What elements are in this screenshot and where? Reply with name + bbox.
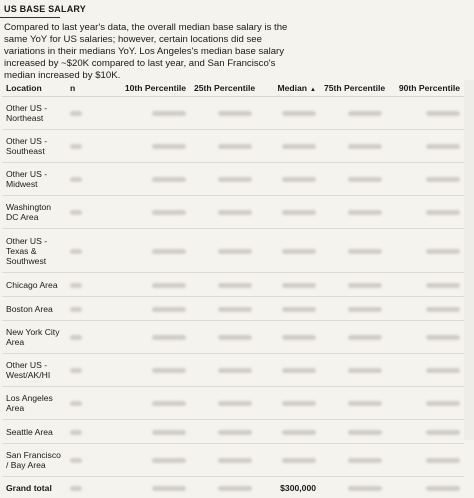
redacted-value — [70, 144, 82, 149]
redacted-value — [70, 486, 82, 491]
redacted-value — [348, 401, 382, 406]
cell-p25-redacted — [190, 420, 256, 444]
cell-p90-redacted — [386, 321, 464, 354]
redacted-value — [426, 144, 460, 149]
cell-p75-redacted — [320, 387, 386, 420]
redacted-value — [152, 283, 186, 288]
sort-ascending-icon[interactable]: ▲ — [310, 87, 316, 93]
redacted-value — [152, 249, 186, 254]
redacted-value — [348, 111, 382, 116]
cell-p10-redacted — [120, 196, 190, 229]
redacted-value — [348, 144, 382, 149]
redacted-value — [218, 335, 252, 340]
redacted-value — [426, 307, 460, 312]
cell-p10-redacted — [120, 229, 190, 273]
cell-median-redacted — [256, 387, 320, 420]
redacted-value — [70, 335, 82, 340]
cell-p10-redacted — [120, 321, 190, 354]
title-underline — [0, 17, 60, 18]
redacted-value — [218, 144, 252, 149]
cell-p10-redacted — [120, 387, 190, 420]
grand-total-label: Grand total — [2, 477, 66, 498]
cell-p10-redacted — [120, 444, 190, 477]
cell-p90-redacted — [386, 297, 464, 321]
cell-p75-redacted — [320, 321, 386, 354]
table-row — [2, 196, 464, 229]
cell-p10-redacted — [120, 420, 190, 444]
cell-n-redacted — [66, 354, 120, 387]
section-title: US BASE SALARY — [4, 4, 86, 14]
cell-p75-redacted — [320, 420, 386, 444]
redacted-value — [218, 486, 252, 491]
salary-table — [2, 80, 464, 498]
redacted-value — [282, 307, 316, 312]
redacted-value — [348, 458, 382, 463]
redacted-value — [426, 177, 460, 182]
cell-n-redacted — [66, 444, 120, 477]
redacted-value — [348, 307, 382, 312]
redacted-value — [152, 210, 186, 215]
cell-location: Other US - Midwest — [2, 163, 66, 196]
col-header-location[interactable]: Location — [2, 80, 66, 97]
redacted-value — [218, 307, 252, 312]
cell-n-redacted — [66, 321, 120, 354]
cell-median-redacted — [256, 97, 320, 130]
cell-p75-redacted — [320, 273, 386, 297]
col-header-n[interactable]: n — [66, 80, 120, 97]
table-row — [2, 297, 464, 321]
cell-location: Other US - West/AK/HI — [2, 354, 66, 387]
redacted-value — [218, 210, 252, 215]
redacted-value — [218, 283, 252, 288]
cell-n-redacted — [66, 196, 120, 229]
redacted-value — [152, 486, 186, 491]
redacted-value — [152, 368, 186, 373]
redacted-value — [348, 249, 382, 254]
redacted-value — [348, 210, 382, 215]
cell-p90-redacted — [386, 130, 464, 163]
cell-p10-redacted — [120, 130, 190, 163]
cell-median-redacted — [256, 196, 320, 229]
cell-median-redacted — [256, 163, 320, 196]
redacted-value — [152, 177, 186, 182]
cell-median-redacted — [256, 273, 320, 297]
redacted-value — [282, 177, 316, 182]
cell-location: Washington DC Area — [2, 196, 66, 229]
cell-p90-redacted — [386, 420, 464, 444]
grand-total-p90-redacted — [386, 477, 464, 498]
redacted-value — [282, 111, 316, 116]
redacted-value — [348, 430, 382, 435]
redacted-value — [70, 458, 82, 463]
cell-p25-redacted — [190, 229, 256, 273]
cell-p75-redacted — [320, 297, 386, 321]
cell-p75-redacted — [320, 196, 386, 229]
table-row — [2, 130, 464, 163]
cell-p75-redacted — [320, 444, 386, 477]
cell-p10-redacted — [120, 354, 190, 387]
redacted-value — [426, 401, 460, 406]
redacted-value — [152, 401, 186, 406]
cell-p90-redacted — [386, 97, 464, 130]
grand-total-p75-redacted — [320, 477, 386, 498]
cell-median-redacted — [256, 420, 320, 444]
cell-location: Boston Area — [2, 297, 66, 321]
cell-location: Chicago Area — [2, 273, 66, 297]
cell-n-redacted — [66, 97, 120, 130]
cell-n-redacted — [66, 297, 120, 321]
redacted-value — [218, 368, 252, 373]
redacted-value — [282, 249, 316, 254]
cell-median-redacted — [256, 354, 320, 387]
cell-p10-redacted — [120, 97, 190, 130]
cell-median-redacted — [256, 297, 320, 321]
redacted-value — [282, 368, 316, 373]
cell-p10-redacted — [120, 163, 190, 196]
redacted-value — [282, 210, 316, 215]
cell-median-redacted — [256, 130, 320, 163]
col-header-p75[interactable]: 75th Percentile — [320, 80, 386, 97]
redacted-value — [152, 307, 186, 312]
redacted-value — [426, 283, 460, 288]
redacted-value — [348, 486, 382, 491]
cell-n-redacted — [66, 130, 120, 163]
redacted-value — [70, 177, 82, 182]
redacted-value — [282, 144, 316, 149]
cell-location: Other US - Texas & Southwest — [2, 229, 66, 273]
grand-total-n-redacted — [66, 477, 120, 498]
redacted-value — [70, 307, 82, 312]
redacted-value — [218, 430, 252, 435]
cell-location: New York City Area — [2, 321, 66, 354]
redacted-value — [426, 335, 460, 340]
cell-n-redacted — [66, 420, 120, 444]
redacted-value — [70, 430, 82, 435]
redacted-value — [348, 177, 382, 182]
cell-p25-redacted — [190, 354, 256, 387]
redacted-value — [282, 335, 316, 340]
cell-p90-redacted — [386, 273, 464, 297]
cell-p75-redacted — [320, 130, 386, 163]
grand-total-median: $300,000 — [256, 477, 320, 498]
cell-p75-redacted — [320, 229, 386, 273]
cell-p90-redacted — [386, 229, 464, 273]
cell-p25-redacted — [190, 297, 256, 321]
redacted-value — [218, 458, 252, 463]
col-header-median[interactable] — [256, 80, 320, 97]
grand-total-p10-redacted — [120, 477, 190, 498]
cell-p10-redacted — [120, 273, 190, 297]
cell-p25-redacted — [190, 163, 256, 196]
redacted-value — [152, 111, 186, 116]
redacted-value — [218, 111, 252, 116]
redacted-value — [70, 111, 82, 116]
cell-location: Other US - Southeast — [2, 130, 66, 163]
redacted-value — [282, 283, 316, 288]
redacted-value — [348, 283, 382, 288]
cell-location: Seattle Area — [2, 420, 66, 444]
cell-median-redacted — [256, 444, 320, 477]
table-row — [2, 354, 464, 387]
cell-n-redacted — [66, 273, 120, 297]
redacted-value — [426, 430, 460, 435]
redacted-value — [426, 210, 460, 215]
table-row — [2, 420, 464, 444]
cell-p25-redacted — [190, 321, 256, 354]
cell-n-redacted — [66, 229, 120, 273]
col-header-p90[interactable]: 90th Percentile — [386, 80, 464, 97]
cell-p25-redacted — [190, 273, 256, 297]
cell-location: San Francisco / Bay Area — [2, 444, 66, 477]
redacted-value — [426, 249, 460, 254]
redacted-value — [426, 458, 460, 463]
table-row — [2, 321, 464, 354]
cell-p75-redacted — [320, 163, 386, 196]
redacted-value — [152, 458, 186, 463]
redacted-value — [70, 283, 82, 288]
table-row — [2, 163, 464, 196]
redacted-value — [282, 401, 316, 406]
col-header-p25[interactable]: 25th Percentile — [190, 80, 256, 97]
redacted-value — [282, 430, 316, 435]
table-row — [2, 444, 464, 477]
cell-n-redacted — [66, 387, 120, 420]
cell-p90-redacted — [386, 387, 464, 420]
cell-p90-redacted — [386, 196, 464, 229]
cell-p90-redacted — [386, 354, 464, 387]
col-header-median-label: Median — [277, 83, 307, 93]
table-header-row — [2, 80, 464, 97]
redacted-value — [426, 486, 460, 491]
redacted-value — [218, 177, 252, 182]
redacted-value — [152, 335, 186, 340]
redacted-value — [348, 335, 382, 340]
table-row — [2, 273, 464, 297]
redacted-value — [218, 249, 252, 254]
cell-p25-redacted — [190, 387, 256, 420]
table-row — [2, 229, 464, 273]
redacted-value — [70, 210, 82, 215]
cell-p25-redacted — [190, 444, 256, 477]
cell-location: Los Angeles Area — [2, 387, 66, 420]
redacted-value — [348, 368, 382, 373]
cell-p90-redacted — [386, 163, 464, 196]
cell-n-redacted — [66, 163, 120, 196]
redacted-value — [70, 401, 82, 406]
redacted-value — [70, 368, 82, 373]
redacted-value — [426, 368, 460, 373]
redacted-value — [282, 458, 316, 463]
redacted-value — [152, 430, 186, 435]
redacted-value — [70, 249, 82, 254]
table-row — [2, 97, 464, 130]
cell-p25-redacted — [190, 196, 256, 229]
table-row — [2, 387, 464, 420]
redacted-value — [426, 111, 460, 116]
cell-p90-redacted — [386, 444, 464, 477]
cell-p75-redacted — [320, 354, 386, 387]
intro-paragraph: Compared to last year's data, the overall median base salary is the same YoY for US salaries; however, certain locations did see variations in their medians YoY. Los Angeles's median base salary increased by ~$20K compared to last year, and San Francisco's median increased by $10K. — [4, 22, 304, 82]
cell-median-redacted — [256, 321, 320, 354]
cell-median-redacted — [256, 229, 320, 273]
salary-table-container — [0, 80, 474, 498]
cell-p25-redacted — [190, 130, 256, 163]
cell-p10-redacted — [120, 297, 190, 321]
redacted-value — [218, 401, 252, 406]
cell-p25-redacted — [190, 97, 256, 130]
grand-total-p25-redacted — [190, 477, 256, 498]
grand-total-row — [2, 477, 464, 498]
col-header-p10[interactable]: 10th Percentile — [120, 80, 190, 97]
cell-location: Other US - Northeast — [2, 97, 66, 130]
redacted-value — [152, 144, 186, 149]
cell-p75-redacted — [320, 97, 386, 130]
